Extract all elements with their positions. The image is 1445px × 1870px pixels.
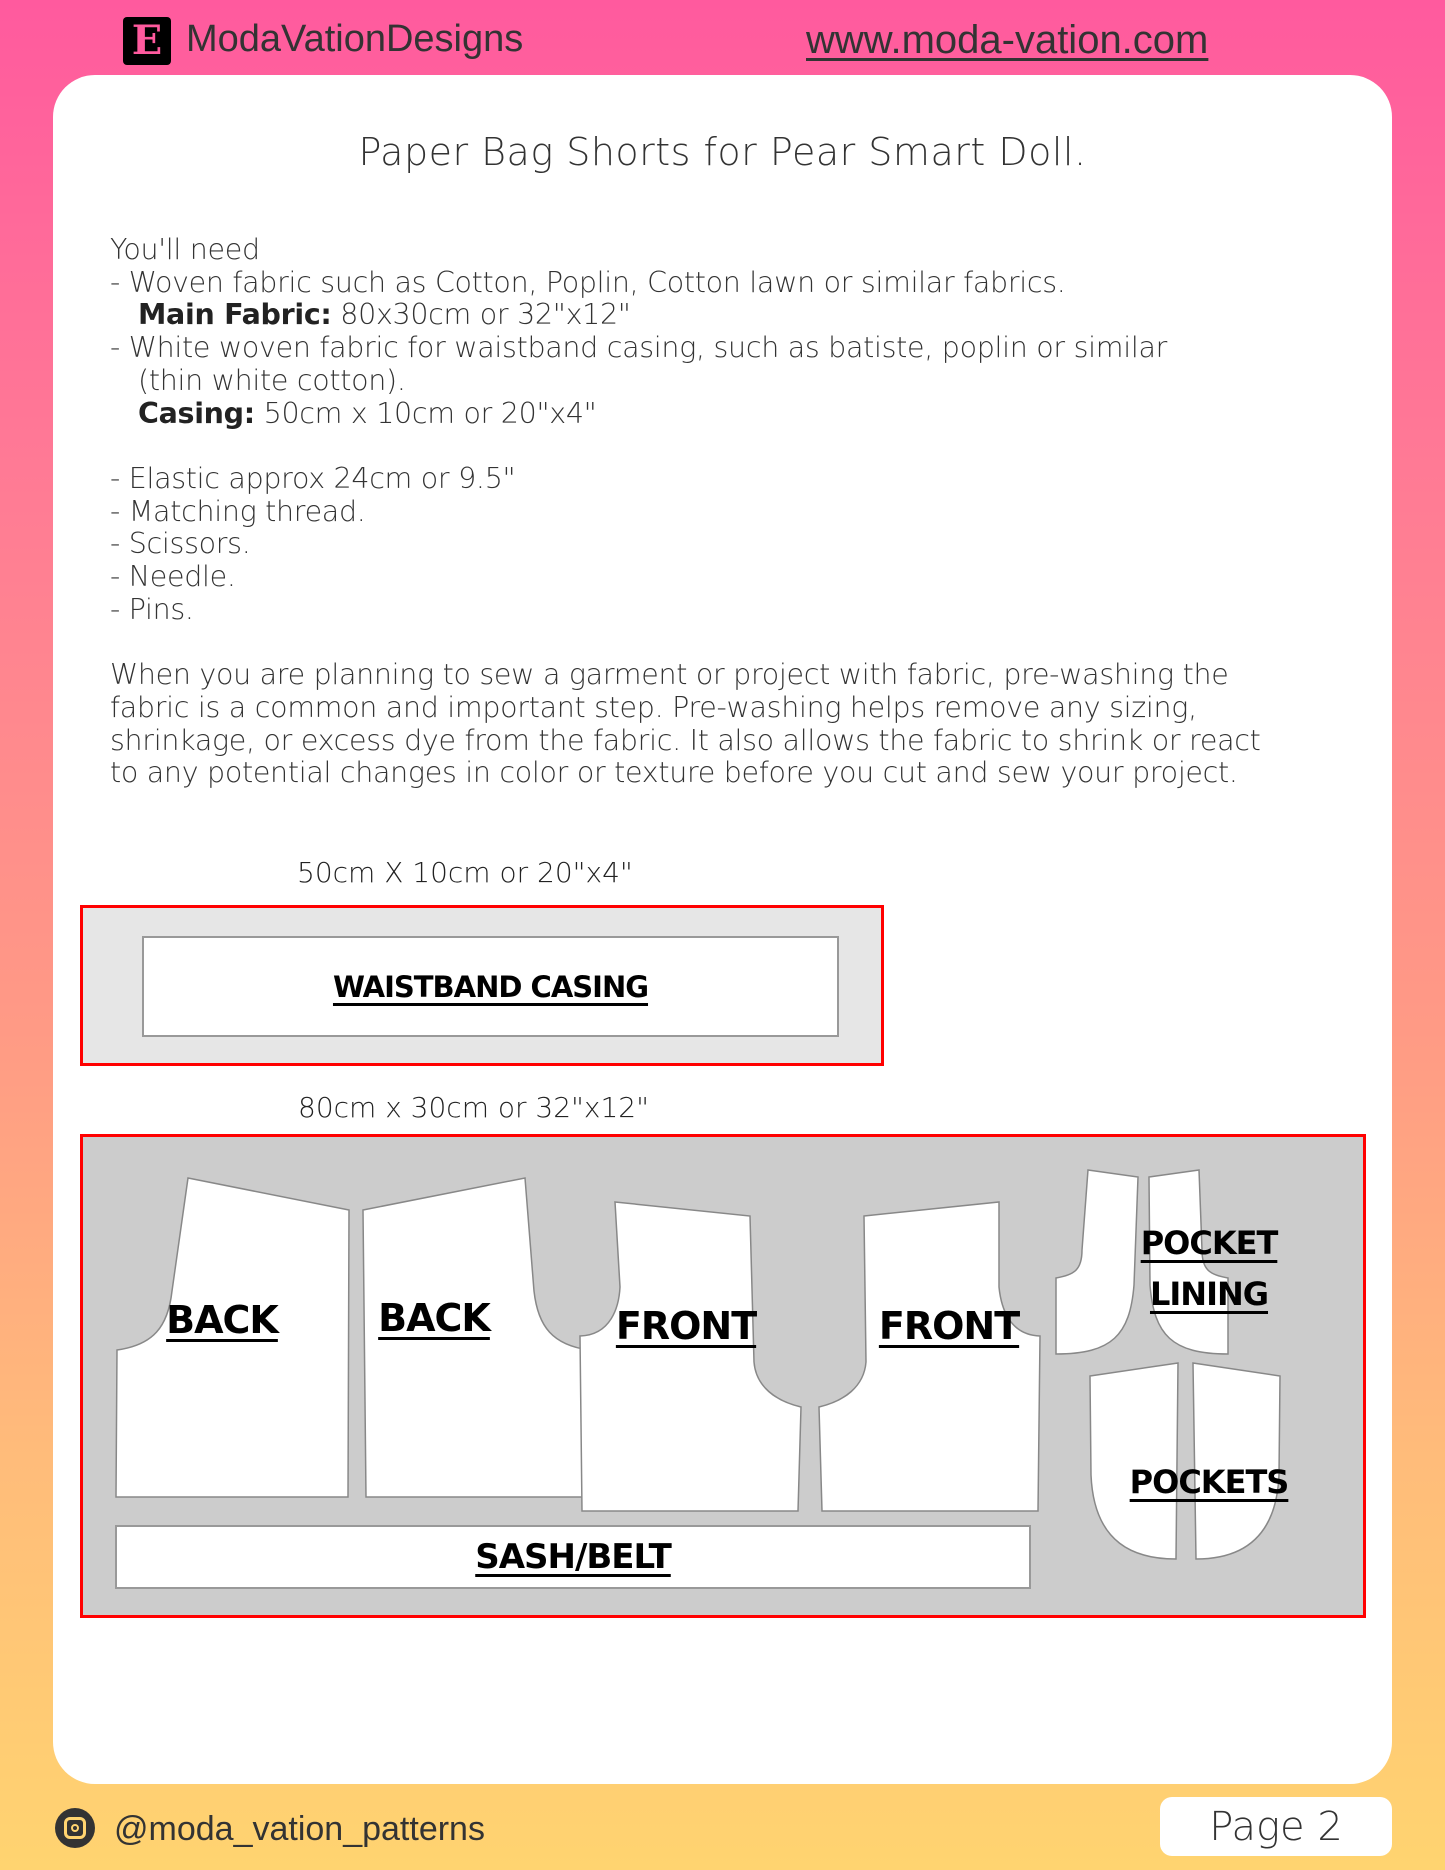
waistband-casing-label: WAISTBAND CASING	[332, 969, 649, 1004]
casing-label: Casing:	[138, 396, 255, 430]
waistband-fabric-layout	[80, 905, 884, 1066]
front-piece-label: FRONT	[615, 1304, 757, 1348]
supply-casing	[110, 398, 1390, 431]
brand-name: ModaVationDesigns	[186, 18, 524, 60]
supply-item: - Needle.	[110, 560, 236, 594]
prewash-paragraph-line: fabric is a common and important step. Pre-washing helps remove any sizing,	[110, 690, 1197, 724]
website-link[interactable]: www.moda-vation.com	[806, 18, 1209, 62]
supply-casing-fabric-note: (thin white cotton).	[138, 363, 406, 397]
back-piece-label: BACK	[378, 1296, 490, 1340]
supply-main-fabric	[110, 299, 1390, 332]
supply-item: - Elastic approx 24cm or 9.5"	[110, 461, 516, 495]
pocket-lining-label: POCKET	[1140, 1224, 1278, 1262]
page-title: Paper Bag Shorts for Pear Smart Doll.	[358, 130, 1087, 174]
prewash-paragraph-line: shrinkage, or excess dye from the fabric. It also allows the fabric to shrink or react	[110, 723, 1261, 757]
supply-fabric: - Woven fabric such as Cotton, Poplin, Cotton lawn or similar fabrics.	[110, 265, 1066, 299]
back-piece	[378, 1296, 490, 1340]
page-number-badge: Page 2	[1160, 1797, 1392, 1856]
prewash-paragraph-line: to any potential changes in color or texture before you cut and sew your project.	[110, 756, 1238, 790]
waistband-casing-piece	[142, 936, 839, 1037]
supply-casing-fabric: - White woven fabric for waistband casing, such as batiste, poplin or similar	[110, 331, 1168, 365]
pockets-piece	[1130, 1463, 1289, 1501]
sash-belt-label: SASH/BELT	[475, 1537, 671, 1577]
main-fabric-label: Main Fabric:	[138, 298, 332, 332]
back-piece-label: BACK	[166, 1298, 278, 1342]
sash-belt-piece	[115, 1525, 1031, 1589]
instagram-icon	[55, 1808, 95, 1848]
casing-value: 50cm x 10cm or 20"x4"	[254, 396, 597, 430]
instagram-handle[interactable]: @moda_vation_patterns	[114, 1810, 485, 1848]
supplies-heading: You'll need	[110, 233, 260, 266]
front-piece	[879, 1304, 1019, 1348]
main-fabric-dimensions: 80cm x 30cm or 32"x12"	[298, 1091, 649, 1124]
main-fabric-value: 80x30cm or 32"x12"	[331, 298, 631, 332]
pocket-lining-label: LINING	[1149, 1275, 1269, 1313]
front-piece-label: FRONT	[878, 1304, 1020, 1348]
supply-item: - Matching thread.	[110, 494, 366, 528]
casing-dimensions: 50cm X 10cm or 20"x4"	[297, 856, 633, 889]
pockets-label: POCKETS	[1129, 1463, 1289, 1501]
prewash-paragraph-line: When you are planning to sew a garment or project with fabric, pre-washing the	[110, 658, 1229, 692]
main-fabric-layout	[80, 1134, 1366, 1618]
etsy-logo-icon: E	[123, 17, 171, 65]
supply-item: - Scissors.	[110, 527, 251, 561]
front-piece	[616, 1304, 756, 1348]
pocket-lining-piece	[1141, 1221, 1278, 1323]
back-piece	[166, 1298, 278, 1342]
supply-item: - Pins.	[110, 592, 194, 626]
supplies-section	[110, 234, 1390, 790]
